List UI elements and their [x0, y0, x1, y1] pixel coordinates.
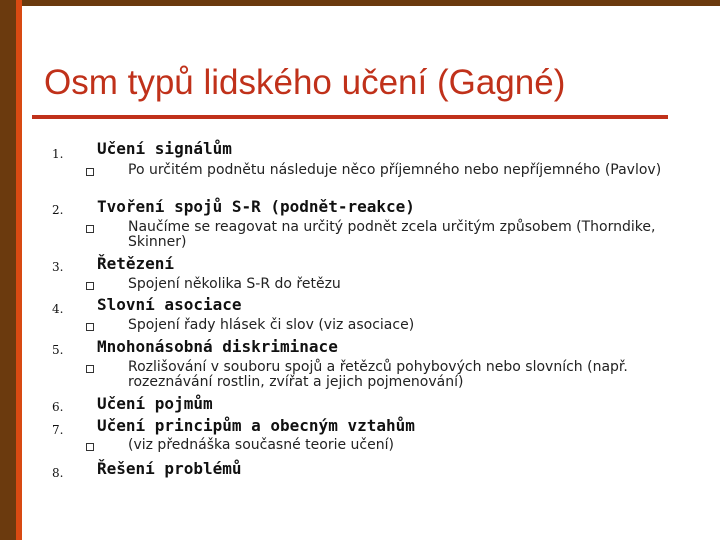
- item-heading: Slovní asociace: [97, 295, 242, 314]
- item-heading: Tvoření spojů S-R (podnět-reakce): [97, 197, 415, 216]
- checkbox-bullet-icon: [86, 282, 94, 290]
- checkbox-bullet-icon: [86, 323, 94, 331]
- checkbox-bullet-icon: [86, 168, 94, 176]
- checkbox-bullet-icon: [86, 443, 94, 451]
- slide-title: Osm typů lidského učení (Gagné): [44, 63, 566, 102]
- top-accent-bar: [22, 0, 720, 6]
- item-heading: Řetězení: [97, 254, 175, 273]
- item-heading: Učení signálům: [97, 139, 232, 158]
- checkbox-bullet-icon: [86, 225, 94, 233]
- item-number: 5.: [52, 343, 64, 357]
- title-underline: [32, 115, 668, 119]
- item-heading: Řešení problémů: [97, 459, 242, 478]
- item-number: 6.: [52, 400, 64, 414]
- item-heading: Učení principům a obecným vztahům: [97, 416, 415, 435]
- left-accent-bar-dark: [0, 0, 16, 540]
- item-description: Po určitém podnětu následuje něco příjemného nebo nepříjemného (Pavlov): [128, 162, 662, 178]
- checkbox-bullet-icon: [86, 365, 94, 373]
- item-description: Rozlišování v souboru spojů a řetězců pohybových nebo slovních (např. rozeznávání rostlin, zvířat a jejich pojmenování): [128, 359, 628, 390]
- item-number: 7.: [52, 423, 64, 437]
- left-accent-bar-orange: [16, 0, 22, 540]
- item-description: Spojení řady hlásek či slov (viz asociace): [128, 317, 415, 333]
- item-heading: Učení pojmům: [97, 394, 213, 413]
- item-description: Spojení několika S-R do řetězu: [128, 276, 341, 292]
- item-description: (viz přednáška současné teorie učení): [128, 437, 394, 453]
- item-heading: Mnohonásobná diskriminace: [97, 337, 338, 356]
- item-number: 2.: [52, 203, 64, 217]
- item-number: 8.: [52, 466, 64, 480]
- item-number: 1.: [52, 147, 64, 161]
- item-number: 3.: [52, 260, 64, 274]
- item-description: Naučíme se reagovat na určitý podnět zcela určitým způsobem (Thorndike, Skinner): [128, 219, 656, 250]
- item-number: 4.: [52, 302, 64, 316]
